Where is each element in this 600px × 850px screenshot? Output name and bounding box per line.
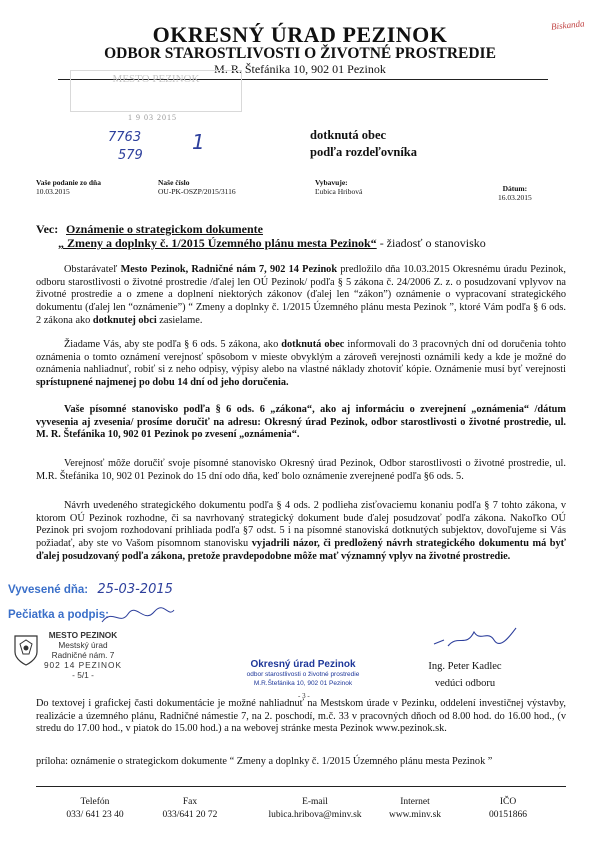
footer-divider: [36, 786, 566, 787]
meta-datum: Dátum: 16.03.2015: [498, 184, 532, 202]
meta-podanie: Vaše podanie zo dňa 10.03.2015: [36, 178, 101, 196]
town-stamp-text: MESTO PEZINOK Mestský úrad Radničné nám. 7 902 14 PEZINOK - 5/1 -: [43, 630, 123, 680]
footer-ico: IČO 00151866: [489, 797, 527, 820]
registration-date: 1 9 03 2015: [128, 113, 177, 122]
office-stamp: Okresný úrad Pezinok odbor starostlivosti o životné prostredie M.R.Štefánika 10, 902 01 Pezinok: [246, 659, 360, 687]
office-title: OKRESNÝ ÚRAD PEZINOK: [152, 22, 448, 47]
coat-of-arms-icon: [12, 634, 40, 668]
footer-email: E-mail lubica.hribova@minv.sk: [268, 797, 362, 820]
incoming-stamp-text: MESTO PEZINOK: [112, 73, 200, 85]
footer-phone: Telefón 033/ 641 23 40: [66, 797, 124, 820]
paragraph-1: Obstarávateľ Mesto Pezinok, Radničné nám 7, 902 14 Pezinok predložilo dňa 10.03.2015 Okresnému úradu Pezinok, odboru starostlivosti o životné prostredie /ďalej len OÚ Pezinok/ podľa § 5 zákona č. 24/2006 Z. z. o posudzovaní vplyvov na životné prostredie a o zmene a doplnení niektorých zákonov (ďalej len “zákon”) oznámenie o vypracovaní strategického dokumentu (ďalej len “oznámenie”) “ Zmeny a doplnky č. 1/2015 Územného plánu mesta Pezinok ”, ktoré Vám podľa § 6 ods. 2 zákona ako dotknutej obci zasielame.: [36, 264, 566, 326]
attachments-count: 1: [192, 130, 205, 154]
signatory: Ing. Peter Kadlec vedúci odboru: [428, 661, 502, 689]
page-marker: - 3 -: [298, 692, 310, 700]
paragraph-4: Verejnosť môže doručiť svoje písomné stanovisko Okresný úrad Pezinok, Odbor starostlivosti o životné prostredie, ul. M.R. Štefánika 10, 902 01 Pezinok do 15 dní odo dňa, keď bolo oznámenie zverejnené podľa §6 ods. 5.: [36, 458, 566, 482]
meta-vybavuje: Vybavuje: Ľubica Hribová: [315, 178, 363, 196]
posted-date-value: 25-03-2015: [97, 582, 173, 597]
town-stamp: [12, 630, 123, 680]
paragraph-5: Návrh uvedeného strategického dokumentu podľa § 4 ods. 2 podlieha zisťovaciemu konaniu podľa § 7 tohto zákona, v ktorom OÚ Pezinok rozhodne, či sa navrhovaný strategický dokument bude ďalej posudzovať podľa zákona. Nakoľko OÚ Pezinok pri svojom rozhodovaní prihliada podľa §7 odst. 5 i na písomné stanoviská dotknutých subjektov, dovoľujeme si Vás požiadať, aby ste vo Vašom písomnom stanovisku vyjadrili názor, či predložený návrh strategického dokumentu má byť ďalej posudzovaný podľa zákona, pretože pravdepodobne môže mať významný vplyv na životné prostredie.: [36, 500, 566, 562]
subject-document: „ Zmeny a doplnky č. 1/2015 Územného plánu mesta Pezinok“ - žiadosť o stanovisko: [58, 236, 486, 250]
meta-cislo: Naše číslo OU-PK-OSZP/2015/3116: [158, 178, 236, 196]
recipient-line2: podľa rozdeľovníka: [310, 145, 417, 159]
attachment-line: príloha: oznámenie o strategickom dokumente “ Zmeny a doplnky č. 1/2015 Územného plánu mesta Pezinok ”: [36, 756, 493, 767]
subject-title: Oznámenie o strategickom dokumente: [66, 222, 263, 236]
incoming-stamp: [70, 70, 242, 112]
inspection-note: Do textovej i grafickej časti dokumentácie je možné nahliadnuť na Mestskom úrade v Pezinku, oddelení investičnej výstavby, realizácie a územného plánu, Radničné námestie 7, na 2. poschodí, m.č. 33 v pracovných dňoch od 8.00 hod. do 16.00 hod., (v stredu do 17.00 hod., v piatok do 15.00 hod.) a na webovej stránke mesta Pezinok www.pezinok.sk.: [36, 698, 566, 735]
stamp-signature-label: Pečiatka a podpis:: [8, 609, 109, 621]
subject-label: Vec:: [36, 222, 59, 236]
paragraph-3: Vaše písomné stanovisko podľa § 6 ods. 6 „zákona“, ako aj informáciu o zverejnení „oznámenia“ /dátum vyvesenia aj zvesenia/ prosíme doručiť na adresu: Okresný úrad Pezinok, odbor starostlivosti o životné prostredie, ul. M. R. Štefánika 10, 902 01 Pezinok po zvesení „oznámenia“.: [36, 404, 566, 441]
footer-internet: Internet www.minv.sk: [388, 797, 442, 820]
handwritten-signature-head: [430, 624, 520, 654]
handwritten-signature-clerk: [98, 604, 178, 630]
registration-number: 7763: [108, 130, 142, 145]
corner-handwritten-note: Biskanda: [550, 18, 585, 32]
department-subtitle: ODBOR STAROSTLIVOSTI O ŽIVOTNÉ PROSTREDIE: [104, 45, 496, 62]
posted-date-label: Vyvesené dňa: 25-03-2015: [8, 582, 173, 597]
paragraph-2: Žiadame Vás, aby ste podľa § 6 ods. 5 zákona, ako dotknutá obec informovali do 3 pracovných dní od doručenia tohto oznámenia o tomto oznámení verejnosť spôsobom v mieste obvyklým a zároveň verejnosti oznámili kedy a kde je možné do oznámenia nahliadnuť, robiť si z neho odpisy, výpisy alebo na vlastné náklady zhotoviť kópie. Oznámenie musí byť verejnosti sprístupnené najmenej po dobu 14 dní od jeho doručenia.: [36, 339, 566, 389]
office-address: M. R. Štefánika 10, 902 01 Pezinok: [214, 62, 386, 76]
registration-subnumber: 579: [118, 148, 143, 163]
footer-fax: Fax 033/641 20 72: [162, 797, 218, 820]
recipient-line1: dotknutá obec: [310, 128, 387, 142]
